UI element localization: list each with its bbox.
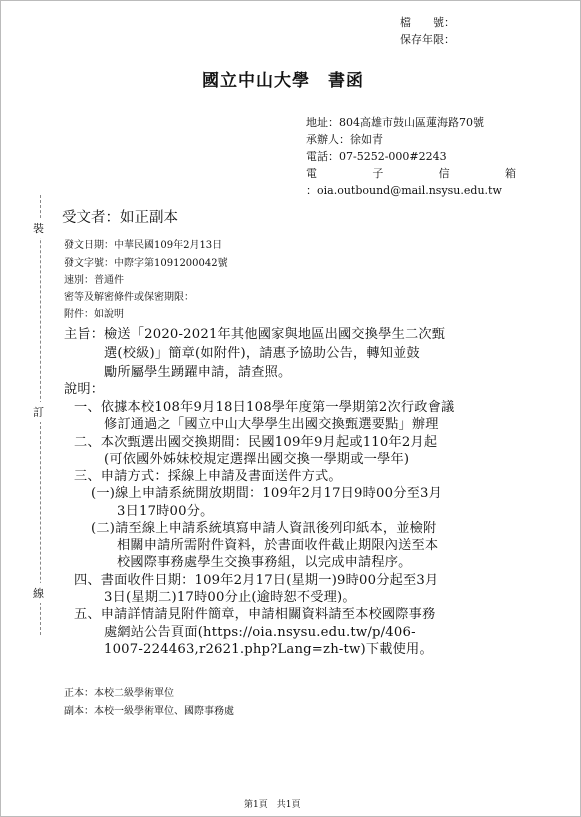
- explanation-item: (一)線上申請系統開放期間：109年2月17日9時00分至3月: [91, 486, 442, 501]
- document-title: 國立中山大學 書函: [202, 71, 364, 91]
- explanation-item: (可依國外姊妹校規定選擇出國交換一學期或一學年): [104, 452, 410, 467]
- email-label-char: 信: [438, 167, 450, 180]
- explanation-item: 3日17時00分。: [117, 504, 214, 519]
- explanation-item: 修訂通過之「國立中山大學學生出國交換甄選要點」辦理: [104, 417, 439, 432]
- delivery-speed: 速別：普通件: [64, 275, 124, 286]
- contact-phone: 電話：07-5252-000#2243: [306, 150, 447, 163]
- email-label-char: 電: [306, 167, 317, 180]
- subject-line: 選(校級)」簡章(如附件)，請惠予協助公告，轉知並鼓: [104, 346, 420, 361]
- binding-mark: 裝: [33, 218, 44, 238]
- contact-email: ：oia.outbound@mail.nsysu.edu.tw: [306, 184, 502, 197]
- original-recipients: 正本：本校二級學術單位: [64, 688, 174, 699]
- explanation-item: 五、申請詳情請見附件簡章，申請相關資料請至本校國際事務: [74, 607, 436, 622]
- subject-line: 勵所屬學生踴躍申請，請查照。: [104, 365, 292, 380]
- subject-label: 主旨：: [64, 327, 105, 342]
- explanation-item: 處網站公告頁面(https://oia.nsysu.edu.tw/p/406-: [104, 625, 416, 640]
- document-number: 發文字號：中際字第1091200042號: [64, 258, 228, 269]
- explanation-item: 1007-224463,r2621.php?Lang=zh-tw)下載使用。: [104, 642, 433, 657]
- binding-mark: 線: [33, 583, 44, 603]
- copy-recipients: 副本：本校一級學術單位、國際事務處: [64, 706, 234, 717]
- email-label-char: 子: [372, 167, 384, 180]
- attachment: 附件：如說明: [64, 309, 124, 320]
- explanation-item: 校國際事務處學生交換事務組，以完成申請程序。: [117, 555, 412, 570]
- contact-email-label: [306, 165, 516, 181]
- subject-line: 檢送「2020-2021年其他國家與地區出國交換學生二次甄: [104, 327, 446, 342]
- contact-address: 地址：804高雄市鼓山區蓮海路70號: [306, 116, 484, 129]
- page-footer: 第1頁 共1頁: [244, 800, 301, 810]
- issue-date: 發文日期：中華民國109年2月13日: [64, 240, 223, 251]
- explanation-item: 3日(星期二)17時00分止(逾時恕不受理)。: [104, 590, 356, 605]
- explanation-item: 相關申請所需附件資料，於書面收件截止期限內送至本: [117, 538, 439, 553]
- explanation-item: 四、書面收件日期：109年2月17日(星期一)9時00分起至3月: [74, 573, 439, 588]
- explanation-item: 三、申請方式：採線上申請及書面送件方式。: [74, 469, 342, 484]
- contact-handler: 承辦人：徐如青: [306, 133, 383, 146]
- explanation-item: (二)請至線上申請系統填寫申請人資訊後列印紙本，並檢附: [91, 521, 437, 536]
- binding-mark: 訂: [33, 402, 44, 422]
- recipient: 受文者：如正副本: [62, 210, 178, 226]
- secrecy-level: 密等及解密條件或保密期限：: [64, 292, 194, 303]
- file-number-label: 檔 號：: [400, 16, 455, 29]
- explanation-item: 一、依據本校108年9月18日108學年度第一學期第2次行政會議: [74, 400, 455, 415]
- retention-period-label: 保存年限：: [400, 33, 455, 46]
- explanation-label: 說明：: [64, 382, 105, 397]
- explanation-item: 二、本次甄選出國交換期間：民國109年9月起或110年2月起: [74, 435, 438, 450]
- email-label-char: 箱: [504, 167, 516, 180]
